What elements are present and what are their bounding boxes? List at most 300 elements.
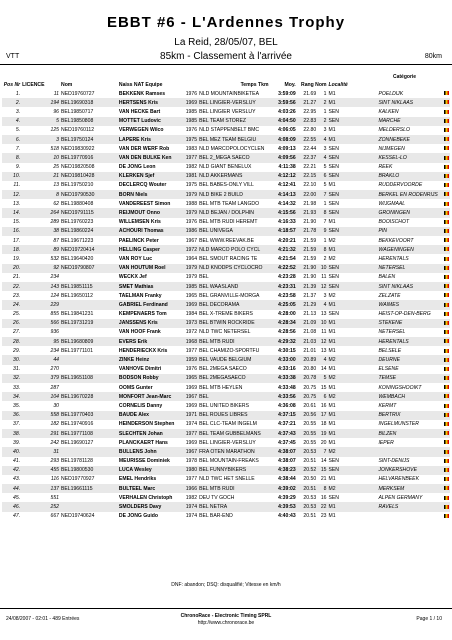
table-row — [2, 337, 450, 346]
cell-team: BEL MTB TEAM LANGDO — [199, 200, 260, 207]
cell-birth-year: 1975 — [185, 182, 198, 189]
cell-avg-speed: 20.52 — [297, 466, 317, 475]
cell-category: M2 — [327, 392, 377, 401]
flag-icon — [444, 156, 449, 160]
cell-team: BEL UNIVEGA — [198, 227, 269, 236]
cell-bib: 379 — [21, 374, 60, 383]
footer-page: Page 1 / 10 — [416, 616, 442, 622]
cell-category: M1 — [327, 319, 377, 328]
table-row — [2, 208, 450, 217]
cell-birth-year: 1969 — [185, 384, 198, 391]
cell-time: 4:23:28 — [278, 274, 296, 281]
row-flag — [443, 144, 450, 153]
flag-icon — [444, 202, 449, 206]
row-flag — [443, 190, 450, 199]
cell-time: 4:33:16 — [278, 366, 296, 373]
table-row — [2, 475, 450, 484]
cell-rank: 5 — [323, 164, 327, 171]
cell-licence: BEL19640420 — [61, 255, 94, 262]
flag-icon — [444, 376, 449, 380]
cell-locality: SINT NIKLAAS — [377, 98, 443, 107]
cell-team: BEL 2MEGASAECO — [198, 374, 269, 383]
cell-category: SEN — [328, 108, 339, 115]
cell-name: ZINKE Heinz — [118, 355, 184, 364]
col-team: Naiss NAT Equipe — [118, 81, 163, 88]
cell-rank: 15 — [317, 466, 327, 475]
cell-licence: BEL19670228 — [60, 392, 118, 401]
cell-team: BEL LINGIER VERSLUY — [199, 108, 256, 115]
flag-icon — [444, 211, 449, 215]
cell-rank: 7 — [317, 190, 327, 199]
flag-icon — [444, 450, 449, 454]
cell-name: MOTTET Ludovic — [118, 117, 184, 126]
header-divider — [0, 64, 452, 65]
cell-bib: 62 — [53, 200, 60, 207]
cell-team: BEL DECORAMA — [198, 300, 269, 309]
cell-time: 4:37:21 — [278, 421, 296, 428]
cell-category: M1 — [327, 411, 377, 420]
cell-bib: 124 — [50, 292, 60, 299]
cell-avg-speed: 22.37 — [297, 153, 317, 162]
cell-time: 4:12:12 — [270, 172, 297, 181]
row-flag — [443, 264, 450, 273]
cell-bib: 518 — [50, 145, 60, 152]
cell-locality: MERKSEM — [377, 484, 443, 493]
cell-avg-speed: 20.55 — [303, 421, 317, 428]
cell-time: 4:20:21 — [278, 237, 296, 244]
cell-team: BEL VAUDE BELGIUM — [198, 355, 269, 364]
cell-category: SEN — [328, 274, 339, 281]
cell-licence: NED19820508 — [61, 164, 95, 171]
cell-name: HEINDERSON Stephen — [118, 421, 175, 428]
cell-category: SEN — [328, 145, 339, 152]
cell-rank: 8 — [317, 208, 327, 217]
cell-birth-year: 1985 — [185, 283, 198, 290]
cell-pos: 2. — [2, 98, 21, 107]
cell-avg-speed: 20.53 — [297, 502, 317, 511]
flag-icon — [444, 367, 449, 371]
cell-locality — [377, 447, 443, 456]
cell-team: NLD KNODPS CYCLOCRO — [198, 264, 269, 273]
table-row — [2, 374, 450, 383]
cell-time: 4:09:56 — [270, 153, 297, 162]
category-header: Catégorie — [393, 74, 417, 80]
cell-bib: 13 — [53, 182, 60, 189]
cell-bib: 3 — [21, 135, 60, 144]
cell-licence: NED19791115 — [60, 208, 118, 217]
flag-icon — [444, 505, 449, 509]
cell-bib: 936 — [50, 329, 60, 336]
cell-avg-speed: 20.51 — [303, 458, 317, 465]
cell-time: 4:36:08 — [278, 402, 296, 409]
cell-name: PLANCKAERT Hans — [118, 439, 168, 446]
cell-category: SEN — [327, 172, 377, 181]
cell-bib: 10 — [21, 153, 60, 162]
flag-icon — [444, 220, 449, 224]
table-row — [2, 411, 450, 420]
cell-bib: 137 — [21, 484, 60, 493]
table-row — [2, 392, 450, 401]
cell-pos: 39. — [13, 439, 21, 446]
row-flag — [443, 319, 450, 328]
table-row — [2, 282, 450, 291]
row-flag — [443, 374, 450, 383]
cell-name: EMEL Hendriks — [118, 476, 157, 483]
cell-time: 4:08:09 — [270, 135, 297, 144]
flag-icon — [444, 422, 449, 426]
flag-icon — [444, 119, 449, 123]
cell-time: 4:28:34 — [270, 319, 297, 328]
cell-time: 4:28:00 — [278, 311, 296, 318]
table-row — [2, 429, 450, 438]
flag-icon — [444, 192, 449, 196]
cell-birth-year: 1966 — [185, 485, 198, 492]
cell-locality: BEKKEVOORT — [378, 237, 414, 244]
cell-team: BEL NETRA — [198, 502, 269, 511]
cell-category: M1 — [328, 402, 336, 409]
row-flag — [443, 346, 450, 355]
cell-category: M2 — [328, 237, 336, 244]
cell-team: BEL MTB RUDI — [198, 484, 269, 493]
cell-locality: BOOISCHOT — [378, 219, 410, 226]
cell-bib: 455 — [21, 466, 60, 475]
table-header-row — [2, 80, 450, 89]
cell-time: 4:33:48 — [278, 384, 296, 391]
cell-name: GABRIEL Ferdinand — [118, 300, 184, 309]
row-flag — [443, 172, 450, 181]
cell-licence — [60, 273, 118, 282]
cell-avg-speed: 21.09 — [297, 319, 317, 328]
table-row — [2, 89, 450, 98]
table-row — [2, 218, 450, 227]
cell-locality: BERKEL EN RODENRIJS — [377, 190, 443, 199]
cell-name: VAN DER WERF Rob — [118, 145, 170, 152]
cell-birth-year: 1986 — [185, 228, 198, 235]
cell-birth-year: 1976 — [185, 127, 198, 134]
row-flag — [443, 135, 450, 144]
cell-category: SEN — [328, 200, 339, 207]
cell-team: BEL TEAM STOREZ — [198, 117, 269, 126]
cell-name: BEKKENK Ramses — [118, 90, 166, 97]
cell-name: SMET Mathias — [118, 282, 184, 291]
row-flag — [443, 401, 450, 410]
cell-name: BORN Niels — [118, 190, 184, 199]
cell-bib: 566 — [21, 319, 60, 328]
table-row — [2, 346, 450, 355]
cell-pos: 43. — [13, 476, 21, 483]
cell-pos: 35. — [13, 402, 21, 409]
ranking-subtitle: 85km - Classement à l'arrivée — [160, 51, 292, 62]
row-flag — [443, 98, 450, 107]
cell-birth-year: 1979 — [185, 191, 198, 198]
cell-category: SEN — [327, 190, 377, 199]
table-row — [2, 447, 450, 456]
table-row — [2, 107, 450, 116]
cell-pos: 21. — [13, 274, 21, 281]
cell-locality: WAGENINGEN — [377, 245, 443, 254]
cell-birth-year: 1979 — [185, 210, 198, 217]
cell-category: M2 — [328, 255, 336, 262]
table-row — [2, 484, 450, 493]
cell-pos: 32. — [2, 374, 21, 383]
footer-date: 24/08/2007 - 02:01 - 489 Entrées — [6, 616, 80, 622]
cell-locality: HELVARENBEEK — [378, 476, 419, 483]
cell-team: NLD MARCOPOLOCYCLEN — [199, 145, 265, 152]
cell-licence — [60, 328, 118, 337]
cell-name: HELLING Casper — [118, 245, 184, 254]
cell-avg-speed: 21.37 — [303, 292, 317, 299]
row-flag — [443, 199, 450, 208]
cell-name: VANDEREEST Simon — [118, 200, 171, 207]
cell-avg-speed: 22.83 — [297, 117, 317, 126]
cell-licence: BEL19851115 — [60, 282, 118, 291]
cell-avg-speed: 21.98 — [303, 200, 317, 207]
cell-team: BEL BAR-END — [199, 513, 233, 520]
cell-name: REIJMOUT Onno — [118, 208, 184, 217]
cell-locality: KESSEL-LO — [377, 153, 443, 162]
cell-licence: BEL19850808 — [60, 117, 118, 126]
cell-pos: 42. — [2, 466, 21, 475]
cell-team: NLD MARCO POLO CYCL — [198, 245, 269, 254]
cell-name: HENDERIECKX Kris — [118, 347, 168, 354]
cell-time: 4:06:05 — [278, 127, 296, 134]
row-flag — [443, 502, 450, 511]
cell-locality: NETERSEL — [378, 329, 406, 336]
cell-team: NLD BIKE 2 BUILD — [198, 190, 269, 199]
cell-rank: 8 — [317, 484, 327, 493]
flag-icon — [444, 330, 449, 334]
cell-rank: 2 — [317, 98, 327, 107]
cell-locality: NETERSEL — [377, 264, 443, 273]
cell-time: 4:28:56 — [278, 329, 296, 336]
cell-team: BEL MTB RUDI HEREMT — [199, 219, 258, 226]
cell-bib: 87 — [53, 237, 60, 244]
cell-time: 4:40:43 — [278, 513, 296, 520]
row-flag — [443, 337, 450, 346]
cell-category: SEN — [327, 208, 377, 217]
cell-category: M1 — [327, 502, 377, 511]
cell-licence — [60, 447, 118, 456]
cell-name: HERTSENS Kris — [118, 98, 184, 107]
cell-category: M2 — [327, 484, 377, 493]
cell-name: BULTEEL Marc — [118, 484, 184, 493]
cell-category: M1 — [328, 366, 336, 373]
cell-avg-speed: 21.59 — [303, 255, 317, 262]
cell-locality: SINT NIKLAAS — [377, 282, 443, 291]
cell-pos: 5. — [15, 127, 21, 134]
row-flag — [443, 365, 450, 374]
cell-avg-speed: 22.95 — [303, 108, 317, 115]
flag-icon — [444, 100, 449, 104]
cell-time: 4:33:00 — [270, 355, 297, 364]
cell-team: BEL 2MEGA SAECO — [199, 366, 247, 373]
cell-locality: IEPER — [378, 439, 394, 446]
footer-company: ChronoRace - Electronic Timing SPRL — [180, 613, 272, 619]
flag-icon — [444, 137, 449, 141]
cell-licence: BEL19760223 — [61, 219, 94, 226]
cell-licence: BEL19650112 — [61, 292, 93, 299]
cell-birth-year: 1980 — [185, 467, 198, 474]
distance-tag: 80km — [424, 53, 442, 60]
cell-bib: 38 — [21, 227, 60, 236]
cell-birth-year: 1959 — [185, 357, 198, 364]
cell-name: BAUDE Alex — [118, 411, 184, 420]
cell-licence: BEL19680809 — [60, 337, 118, 346]
cell-avg-speed: 22.15 — [297, 172, 317, 181]
table-row — [2, 383, 450, 392]
cell-birth-year: 1985 — [185, 108, 198, 115]
cell-category: M2 — [327, 374, 377, 383]
table-row — [2, 493, 450, 502]
cell-time: 4:39:02 — [270, 484, 297, 493]
cell-time: 4:38:07 — [278, 458, 296, 465]
cell-pos: 15. — [13, 219, 21, 226]
cell-pos: 34. — [2, 392, 21, 401]
cell-pos: 6. — [2, 135, 21, 144]
row-flag — [443, 411, 450, 420]
cell-licence: BEL19841231 — [61, 311, 94, 318]
flag-icon — [444, 486, 449, 490]
cell-time: 4:33:38 — [270, 374, 297, 383]
flag-icon — [444, 91, 449, 95]
cell-licence: NED19760727 — [61, 90, 95, 97]
cell-team: BEL CLC-TEAM INGELM — [199, 421, 257, 428]
flag-icon — [444, 165, 449, 169]
cell-birth-year: 1972 — [185, 246, 198, 253]
cell-time: 4:15:56 — [270, 208, 297, 217]
cell-rank: 23 — [320, 513, 327, 520]
cell-locality: TEMSE — [377, 374, 443, 383]
table-row — [2, 438, 450, 447]
cell-rank: 12 — [317, 337, 327, 346]
cell-birth-year: 1967 — [185, 237, 198, 244]
cell-pos: 29. — [13, 347, 21, 354]
cell-time: 4:23:31 — [270, 282, 297, 291]
cell-category: SEN — [328, 458, 339, 465]
cell-rank: 6 — [317, 172, 327, 181]
cell-avg-speed: 20.51 — [303, 513, 317, 520]
cell-birth-year: 1967 — [185, 448, 198, 455]
cell-rank: 15 — [320, 384, 327, 391]
flag-icon — [444, 349, 449, 353]
cell-avg-speed: 21.27 — [297, 98, 317, 107]
cell-bib: 551 — [50, 494, 60, 501]
cell-pos: 1. — [15, 90, 21, 97]
flag-icon — [444, 440, 449, 444]
row-flag — [443, 310, 450, 319]
cell-pos: 17. — [13, 237, 21, 244]
cell-time: 4:14:13 — [270, 190, 297, 199]
cell-licence — [60, 502, 118, 511]
footer-url[interactable]: http://www.chronorace.be — [197, 620, 255, 626]
cell-licence: BEL19661115 — [60, 484, 118, 493]
footer-divider — [0, 608, 452, 609]
cell-category: M2 — [328, 292, 336, 299]
cell-rank: 16 — [320, 494, 327, 501]
cell-category: M1 — [328, 384, 336, 391]
cell-birth-year: 1985 — [185, 118, 198, 125]
cell-category: M1 — [328, 127, 336, 134]
cell-bib: 143 — [21, 282, 60, 291]
table-row — [2, 310, 450, 319]
cell-pos: 4. — [2, 117, 21, 126]
cell-category: M1 — [327, 337, 377, 346]
cell-avg-speed: 20.55 — [297, 429, 317, 438]
cell-name: VERHALEN Christoph — [118, 494, 173, 501]
flag-icon — [444, 468, 449, 472]
cell-pos: 31. — [13, 366, 21, 373]
row-flag — [443, 153, 450, 162]
cell-bib: 25 — [53, 164, 60, 171]
table-row — [2, 273, 450, 282]
cell-name: CORNELIS Danny — [118, 402, 163, 409]
cell-pos: 40. — [2, 447, 21, 456]
row-flag — [443, 282, 450, 291]
cell-bib: 95 — [21, 337, 60, 346]
cell-pos: 9. — [15, 164, 21, 171]
cell-time: 4:21:54 — [278, 255, 296, 262]
cell-rank: 10 — [317, 319, 327, 328]
cell-category: M1 — [328, 421, 336, 428]
cell-category: M2 — [327, 355, 377, 364]
cell-bib: 31 — [21, 447, 60, 456]
cell-bib: 116 — [50, 476, 60, 483]
cell-category: M1 — [328, 90, 336, 97]
flag-icon — [444, 312, 449, 316]
cell-time: 4:33:56 — [270, 392, 297, 401]
cell-avg-speed: 20.78 — [297, 374, 317, 383]
cell-licence: BEL19771108 — [60, 429, 118, 438]
cell-licence: BEL19770403 — [60, 411, 118, 420]
cell-category: SEN — [327, 153, 377, 162]
cell-locality: BILZEN — [377, 429, 443, 438]
cell-rank: 8 — [317, 245, 327, 254]
cell-pos: 3. — [15, 108, 21, 115]
cell-avg-speed: 20.61 — [303, 402, 317, 409]
cell-locality: PIN — [377, 227, 443, 236]
cell-birth-year: 1969 — [185, 99, 198, 106]
flag-icon — [444, 146, 449, 150]
cell-team: BEL WAASLAND — [198, 282, 269, 291]
flag-icon — [444, 394, 449, 398]
row-flag — [443, 447, 450, 456]
table-row — [2, 181, 450, 190]
cell-pos: 41. — [13, 458, 21, 465]
cell-name: LAPERE Kris — [118, 135, 184, 144]
cell-birth-year: 1964 — [185, 255, 198, 262]
cell-rank: 3 — [323, 145, 327, 152]
cell-avg-speed: 21.08 — [303, 329, 317, 336]
cell-licence: BEL19690127 — [61, 439, 94, 446]
cell-team: BEL BABES-ONLY VILL — [199, 182, 254, 189]
table-row — [2, 245, 450, 254]
cell-time: 4:09:13 — [278, 145, 296, 152]
col-locality: Localité — [328, 81, 348, 88]
table-row — [2, 300, 450, 309]
cell-locality: NIJMEGEN — [378, 145, 405, 152]
cell-name: KLERKEN Sjef — [118, 172, 184, 181]
cell-locality: WIJGMAAL — [378, 200, 406, 207]
flag-icon — [444, 128, 449, 132]
cell-name: KEMPENAERS Tom — [118, 311, 167, 318]
cell-avg-speed: 21.78 — [297, 227, 317, 236]
cell-avg-speed: 21.13 — [303, 311, 317, 318]
cell-name: SMOLDERS Davy — [118, 502, 184, 511]
table-row — [2, 172, 450, 181]
cell-name: VAN ROY Luc — [118, 255, 153, 262]
flag-icon — [444, 303, 449, 307]
cell-avg-speed: 20.53 — [297, 447, 317, 456]
